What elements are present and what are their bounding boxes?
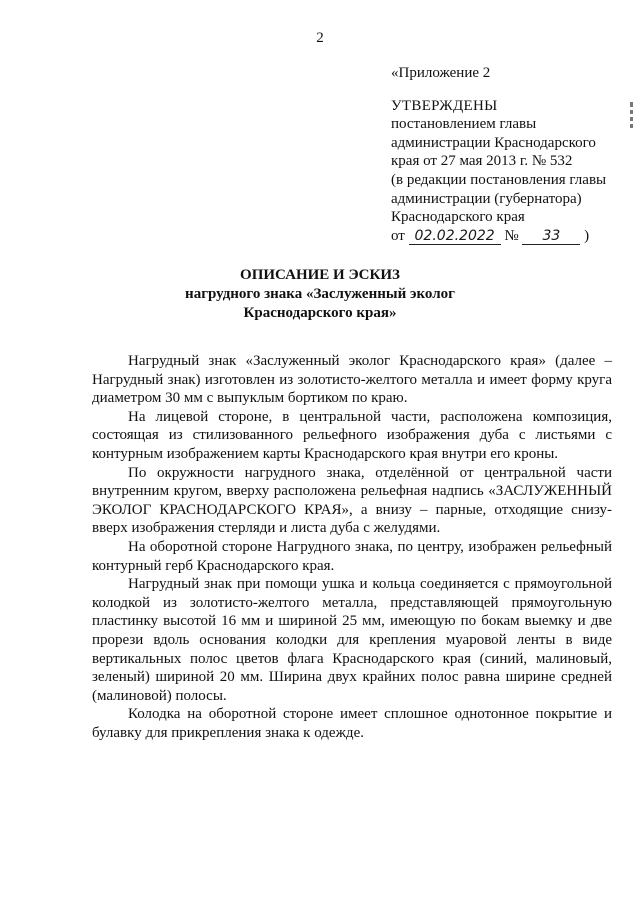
margin-stamp-mark (628, 102, 636, 128)
body-text (92, 352, 612, 742)
number-label: № (504, 227, 519, 244)
approval-line: постановлением главы (391, 116, 537, 133)
from-label: от (391, 227, 405, 244)
paragraph: Нагрудный знак «Заслуженный эколог Краснодарского края» (далее – Нагрудный знак) изготовлен из золотисто-желтого металла и имеет форму круга диаметром 30 мм с выпуклым бортиком по краю. (92, 353, 612, 407)
signature-line (391, 227, 621, 246)
paragraph: По окружности нагрудного знака, отделённой от центральной части внутренним кругом, вверху расположена рельефная надпись «ЗАСЛУЖЕННЫЙ ЭКОЛОГ КРАСНОДАРСКОГО КРАЯ», а внизу – парные, отходящие снизу-вверх изображения стерляди и листа дуба с желудями. (92, 464, 612, 537)
page-number: 2 (316, 30, 324, 46)
document-title (0, 266, 640, 323)
approval-line: края от 27 мая 2013 г. № 532 (391, 153, 573, 170)
approval-line: администрации Краснодарского (391, 134, 596, 151)
paragraph: Колодка на оборотной стороне имеет сплошное однотонное покрытие и булавку для прикрепления знака к одежде. (92, 706, 612, 741)
title-line-2: нагрудного знака «Заслуженный эколог (185, 286, 455, 302)
paragraph: Нагрудный знак при помощи ушка и кольца соединяется с прямоугольной колодкой из золотисто-желтого металла, представляющей прямоугольную пластинку высотой 16 мм и шириной 25 мм, имеющую по бокам выемку и две прорези вдоль основания колодки для крепления муаровой ленты в виде вертикальных полос цветов флага Краснодарского края (синий, малиновый, зеленый) шириной 20 мм. Ширина двух крайних полос равна ширине средней (малиновой) полосы. (92, 576, 612, 704)
approval-line: администрации (губернатора) (391, 190, 582, 207)
approval-block (391, 64, 621, 245)
title-line-3: Краснодарского края» (243, 305, 397, 321)
handwritten-date: 02.02.2022 (409, 228, 501, 245)
paragraph: На оборотной стороне Нагрудного знака, по центру, изображен рельефный контурный герб Краснодарского края. (92, 538, 612, 574)
title-line-1: ОПИСАНИЕ И ЭСКИЗ (240, 267, 400, 283)
appendix-caption: «Приложение 2 (391, 65, 491, 81)
closing-paren: ) (584, 227, 590, 244)
handwritten-number: 33 (522, 228, 580, 245)
approval-line: Краснодарского края (391, 209, 525, 226)
paragraph: На лицевой стороне, в центральной части, расположена композиция, состоящая из стилизованного рельефного изображения дуба с листьями с контурным изображением карты Краснодарского края внутри его кроны. (92, 408, 612, 462)
approval-heading: УТВЕРЖДЕНЫ (391, 97, 498, 114)
approval-line: (в редакции постановления главы (391, 171, 607, 188)
